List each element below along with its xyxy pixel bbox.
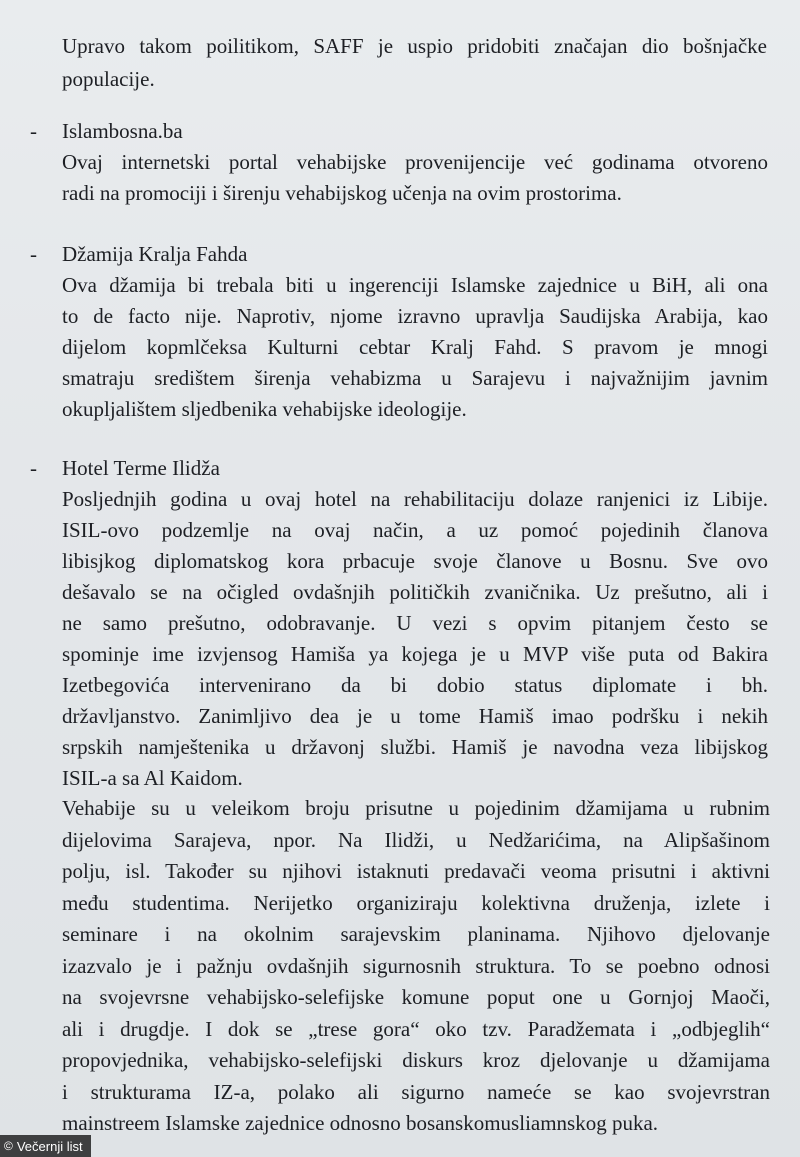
bullet-body xyxy=(62,484,768,794)
watermark-text: Večernji list xyxy=(16,1138,83,1154)
text-line: okupljalištem sljedbenika vehabijske ideologije. xyxy=(62,397,467,421)
bullet-title: Hotel Terme Ilidža xyxy=(62,456,220,480)
text-line: mainstreem Islamske zajednice odnosno bosanskomusliamnskog puka. xyxy=(62,1111,659,1135)
text-line: među studentima. Nerijetko organiziraju kolektivna druženja, izlete i xyxy=(62,890,770,915)
copyright-icon: © xyxy=(4,1139,13,1153)
text-line: libisjkog diplomatskog kora prbacuje svoje članove u Bosnu. Sve ovo xyxy=(62,549,768,573)
bullet-body xyxy=(62,270,768,425)
bullet-section-islambosna xyxy=(30,115,780,209)
bullet-dash: - xyxy=(30,456,37,480)
text-line: radi na promociji i širenju vehabijskog učenja na ovim prostorima. xyxy=(62,181,622,205)
text-line: seminare i na okolnim sarajevskim planinama. Njihovo djelovanje xyxy=(62,922,770,946)
bullet-body xyxy=(62,147,768,209)
source-watermark xyxy=(0,1135,91,1157)
text-line: ne samo prešutno, odobravanje. U vezi s opvim pitanjem često se xyxy=(62,611,768,635)
text-line: Vehabije su u veleikom broju prisutne u pojedinim džamijama u rubnim xyxy=(62,796,770,820)
text-line: ISIL-a sa Al Kaidom. xyxy=(62,766,243,790)
text-line: propovjednika, vehabijsko-selefijski diskurs kroz djelovanje u džamijama xyxy=(62,1048,770,1072)
text-line: i strukturama IZ-a, polako ali sigurno nameće se kao svojevrstran xyxy=(62,1079,770,1104)
text-line: ISIL-ovo podzemlje na ovaj način, a uz pomoć pojedinih članova xyxy=(62,518,768,542)
text-line: ali i drugdje. I dok se „trese gora“ oko tzv. Paradžemata i „odbjeglih“ xyxy=(62,1016,770,1041)
text-line: polju, isl. Također su njihovi istaknuti predavači veoma prisutni i aktivni xyxy=(62,859,770,883)
bullet-section-dzamija xyxy=(30,238,780,425)
text-line: to de facto nije. Naprotiv, njome izravno upravlja Saudijska Arabija, kao xyxy=(62,304,768,328)
text-line: dijelom kopmlčeksa Kulturni cebtar Kralj Fahd. S pravom je mnogi xyxy=(62,335,768,359)
text-line: Upravo takom poilitikom, SAFF je uspio pridobiti značajan dio bošnjačke xyxy=(62,34,767,58)
text-line: dešavalo se na očigled ovdašnjih političkih zvaničnika. Uz prešutno, ali i xyxy=(62,580,768,604)
bullet-title: Islambosna.ba xyxy=(62,119,183,143)
text-line: Ova džamija bi trebala biti u ingerenciji Islamske zajednice u BiH, ali ona xyxy=(62,273,768,297)
bullet-section-hotel xyxy=(30,452,780,794)
bullet-title: Džamija Kralja Fahda xyxy=(62,242,248,266)
text-line: smatraju središtem širenja vehabizma u Sarajevu i najvažnijim javnim xyxy=(62,366,768,390)
text-line: izazvalo je i pažnju ovdašnjih sigurnosnih struktura. To se poebno odnosi xyxy=(62,953,770,978)
bullet-dash: - xyxy=(30,119,37,143)
text-line: populacije. xyxy=(62,67,155,91)
text-line: Ovaj internetski portal vehabijske provenijencije već godinama otvoreno xyxy=(62,150,768,174)
closing-paragraph xyxy=(62,793,770,1140)
text-line: na svojevrsne vehabijsko-selefijske komune poput one u Gornjoj Maoči, xyxy=(62,985,770,1009)
bullet-dash: - xyxy=(30,242,37,266)
text-line: Izetbegovića intervenirano da bi dobio status diplomate i bh. xyxy=(62,673,768,697)
text-line: Posljednjih godina u ovaj hotel na rehabilitaciju dolaze ranjenici iz Libije. xyxy=(62,487,768,511)
text-line: srpskih namještenika u državonj službi. Hamiš je navodna veza libijskog xyxy=(62,735,768,759)
text-line: državljanstvo. Zanimljivo dea je u tome Hamiš imao podršku i nekih xyxy=(62,704,768,728)
text-line: spominje ime izvjensog Hamiša ya kojega je u MVP više puta od Bakira xyxy=(62,642,768,666)
intro-paragraph xyxy=(62,30,767,96)
text-line: dijelovima Sarajeva, npor. Na Ilidži, u Nedžarićima, na Alipšašinom xyxy=(62,827,770,852)
